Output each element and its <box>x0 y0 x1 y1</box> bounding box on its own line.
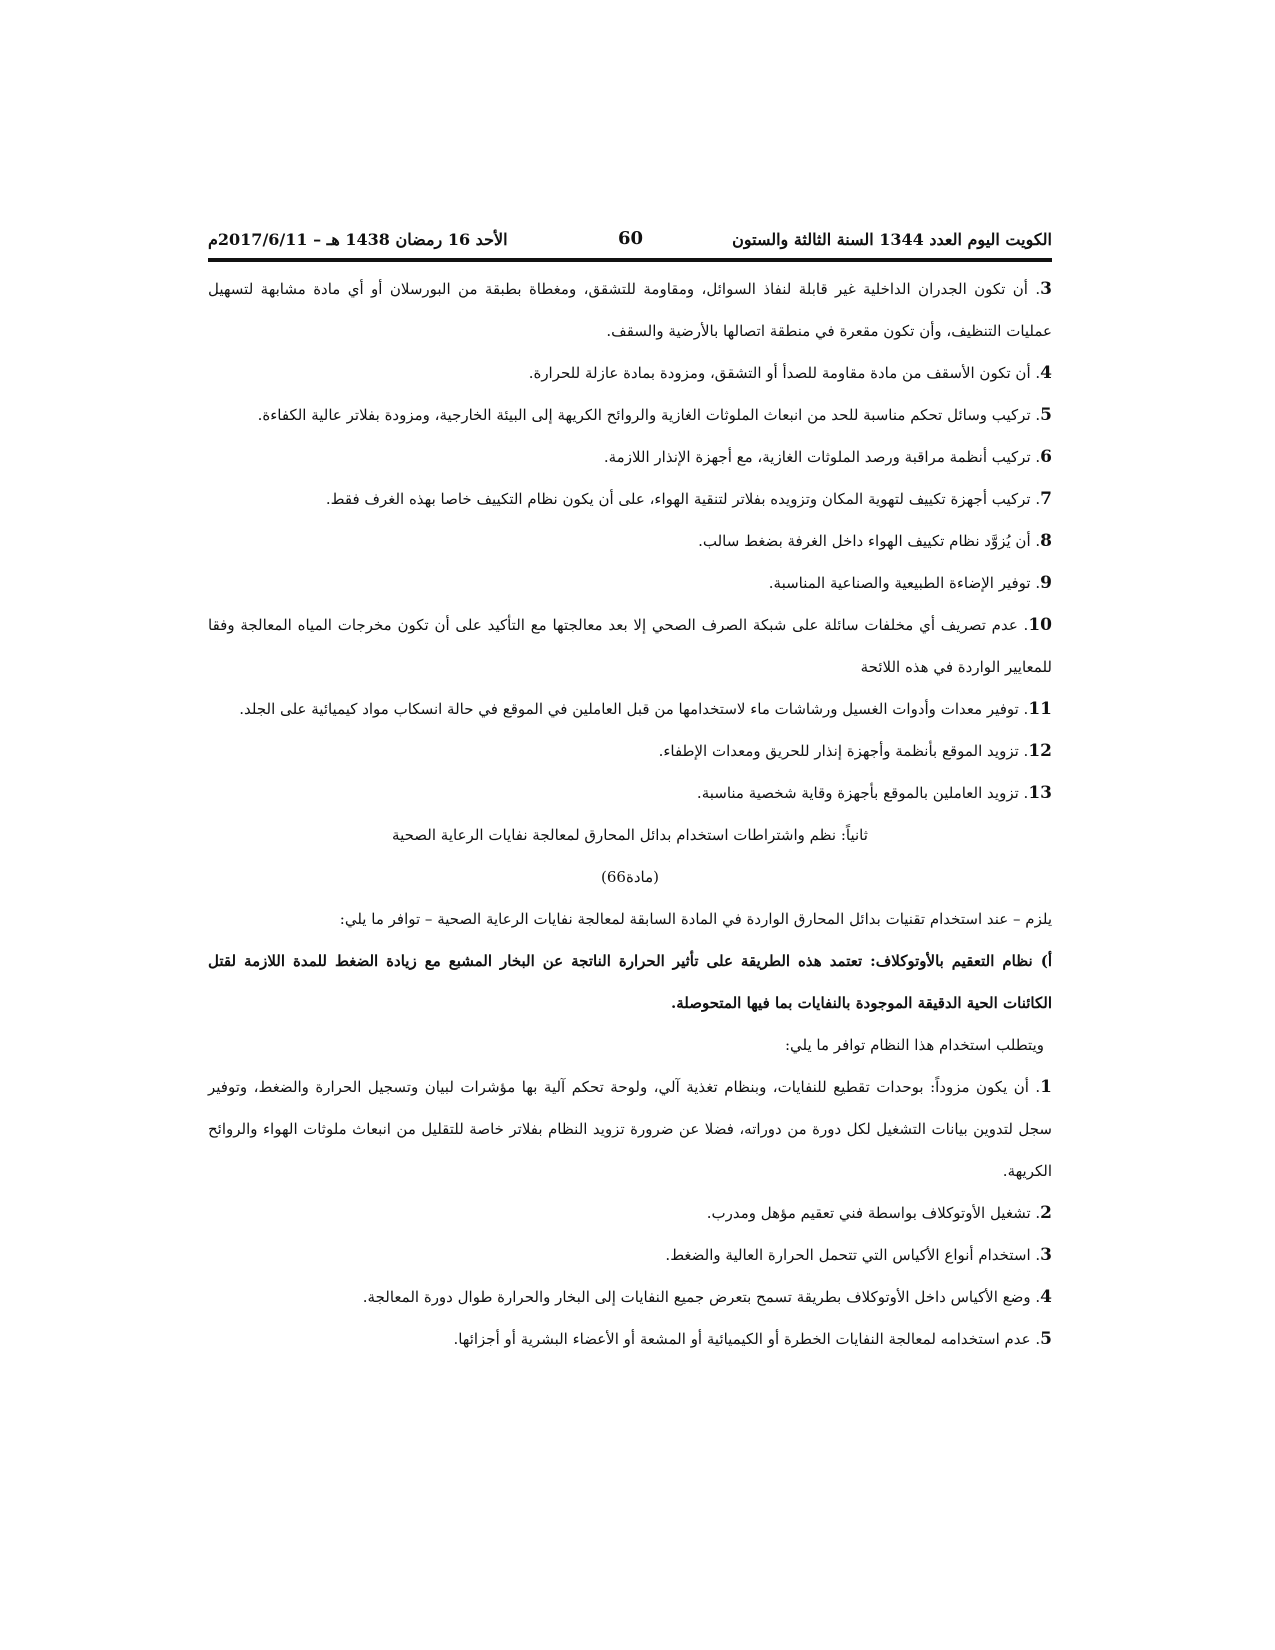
section-title: ثانياً: نظم واشتراطات استخدام بدائل المحارق لمعالجة نفايات الرعاية الصحية <box>392 826 868 844</box>
list-item-12: 12. تزويد الموقع بأنظمة وأجهزة إنذار للحريق ومعدات الإطفاء. <box>658 741 1052 761</box>
document-page <box>208 226 1052 1426</box>
requirement-paragraph: ويتطلب استخدام هذا النظام توافر ما يلي: <box>784 1036 1044 1054</box>
list-item-b5: 5. عدم استخدامه لمعالجة النفايات الخطرة أو الكيميائية أو المشعة أو الأعضاء البشرية أو أجزائها. <box>453 1329 1052 1349</box>
header-divider <box>208 258 1052 262</box>
list-item-11: 11. توفير معدات وأدوات الغسيل ورشاشات ماء لاستخدامها من قبل العاملين في الموقع في حالة انسكاب مواد كيميائية على الجلد. <box>239 699 1052 719</box>
list-item-5: 5. تركيب وسائل تحكم مناسبة للحد من انبعاث الملوثات الغازية والروائح الكريهة إلى البيئة الخارجية، ومزودة بفلاتر عالية الكفاءة. <box>257 405 1052 425</box>
article-heading: (مادة66) <box>601 868 659 886</box>
list-item-3: 3. أن تكون الجدران الداخلية غير قابلة لنفاذ السوائل، ومقاومة للتشقق، ومغطاة بطبقة من البورسلان أو أي مادة مشابهة لتسهيل عمليات التنظيف، وأن تكون مقعرة في منطقة اتصالها بالأرضية والسقف. <box>208 279 1052 340</box>
list-item-10: 10. عدم تصريف أي مخلفات سائلة على شبكة الصرف الصحي إلا بعد معالجتها مع التأكيد على أن تكون مخرجات المياه المعالجة وفقا للمعايير الواردة في هذه اللائحة <box>208 615 1052 676</box>
list-item-9: 9. توفير الإضاءة الطبيعية والصناعية المناسبة. <box>768 573 1052 593</box>
page-header <box>208 226 1052 256</box>
intro-paragraph: يلزم – عند استخدام تقنيات بدائل المحارق الواردة في المادة السابقة لمعالجة نفايات الرعاية الصحية – توافر ما يلي: <box>339 910 1052 928</box>
list-item-b1: 1. أن يكون مزوداً: بوحدات تقطيع للنفايات، وبنظام تغذية آلي، ولوحة تحكم آلية بها مؤشرات لبيان وتسجيل الحرارة والضغط، وتوفير سجل لتدوين بيانات التشغيل لكل دورة من دوراته، فضلا عن ضرورة تزويد النظام بفلاتر خاصة للتقليل من انبعاث ملوثات الهواء والروائح الكريهة. <box>208 1077 1052 1180</box>
list-item-4: 4. أن تكون الأسقف من مادة مقاومة للصدأ أو التشقق، ومزودة بمادة عازلة للحرارة. <box>528 363 1052 383</box>
page-number: 60 <box>618 228 644 249</box>
list-item-13: 13. تزويد العاملين بالموقع بأجهزة وقاية شخصية مناسبة. <box>696 783 1052 803</box>
autoclave-paragraph: أ) نظام التعقيم بالأوتوكلاف: تعتمد هذه الطريقة على تأثير الحرارة الناتجة عن البخار المشبع مع زيادة الضغط للمدة اللازمة لقتل الكائنات الحية الدقيقة الموجودة بالنفايات بما فيها المتحوصلة. <box>208 952 1052 1012</box>
list-item-8: 8. أن يُزوَّد نظام تكييف الهواء داخل الغرفة بضغط سالب. <box>698 531 1052 551</box>
publication-title: الكويت اليوم العدد 1344 السنة الثالثة والستون <box>732 230 1052 249</box>
list-item-6: 6. تركيب أنظمة مراقبة ورصد الملوثات الغازية، مع أجهزة الإنذار اللازمة. <box>603 447 1052 467</box>
list-item-b2: 2. تشغيل الأوتوكلاف بواسطة فني تعقيم مؤهل ومدرب. <box>706 1203 1052 1223</box>
list-item-7: 7. تركيب أجهزة تكييف لتهوية المكان وتزويده بفلاتر لتنقية الهواء، على أن يكون نظام التكييف خاصا بهذه الغرف فقط. <box>325 489 1052 509</box>
document-body <box>208 268 1052 1360</box>
issue-date: الأحد 16 رمضان 1438 هـ – 2017/6/11م <box>208 230 508 249</box>
list-item-b4: 4. وضع الأكياس داخل الأوتوكلاف بطريقة تسمح بتعرض جميع النفايات إلى البخار والحرارة طوال دورة المعالجة. <box>362 1287 1052 1307</box>
list-item-b3: 3. استخدام أنواع الأكياس التي تتحمل الحرارة العالية والضغط. <box>665 1245 1052 1265</box>
